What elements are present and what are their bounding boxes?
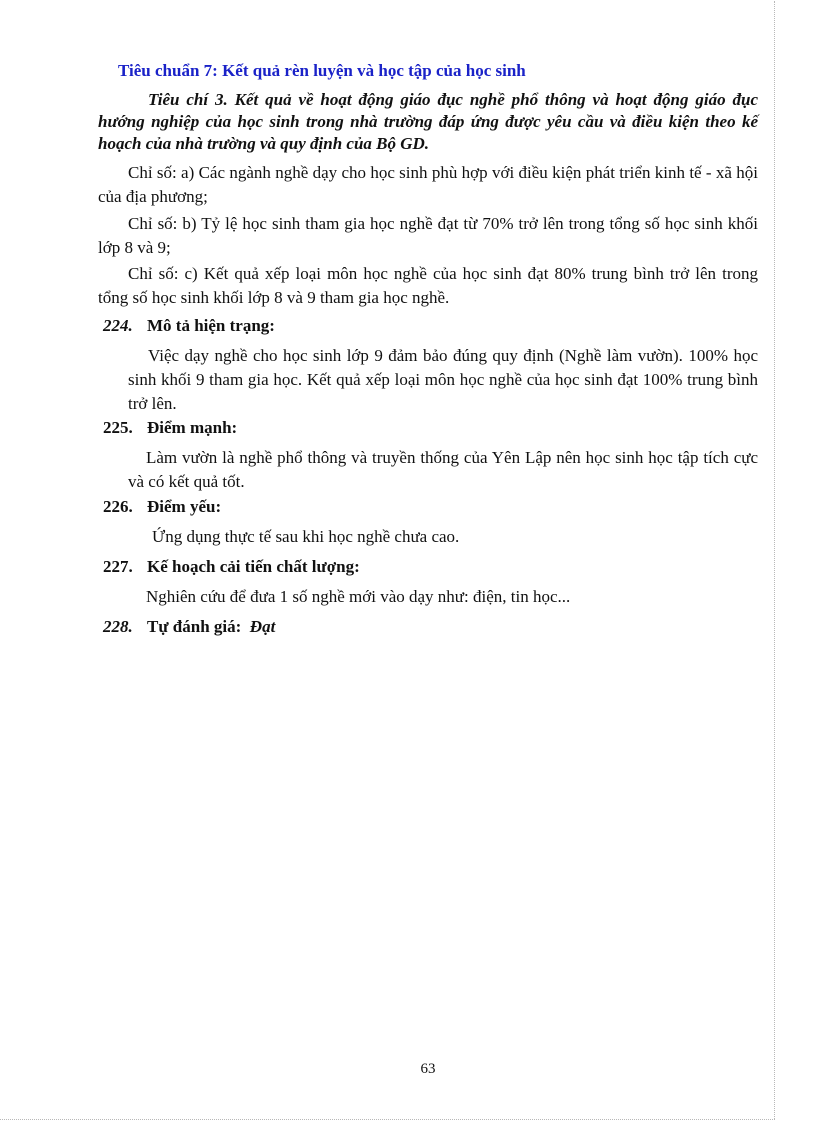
indicator-c: Chỉ số: c) Kết quả xếp loại môn học nghề của học sinh đạt 80% trung bình trở lên trong tổng số học sinh khối lớp 8 và 9 tham gia học nghề. <box>98 264 758 307</box>
section-weaknesses-body: Ứng dụng thực tế sau khi học nghề chưa cao. <box>152 527 460 546</box>
section-strengths-heading <box>103 416 237 440</box>
indicator-a: Chỉ số: a) Các ngành nghề dạy cho học sinh phù hợp với điều kiện phát triển kinh tế - xã hội của địa phương; <box>98 163 758 206</box>
section-self-assessment-heading <box>103 615 275 639</box>
section-number: 224. <box>103 316 133 335</box>
section-number: 225. <box>103 418 133 437</box>
section-title: Mô tả hiện trạng: <box>147 316 275 335</box>
section-title: Điểm mạnh: <box>147 418 238 437</box>
standard-title: Tiêu chuẩn 7: Kết quả rèn luyện và học tập của học sinh <box>118 61 526 80</box>
section-strengths-body: Làm vườn là nghề phổ thông và truyền thống của Yên Lập nên học sinh học tập tích cực và có kết quả tốt. <box>128 448 758 491</box>
section-number: 227. <box>103 557 133 576</box>
self-assessment-value: Đạt <box>249 617 276 636</box>
indicator-b: Chỉ số: b) Tỷ lệ học sinh tham gia học nghề đạt từ 70% trở lên trong tổng số học sinh khối lớp 8 và 9; <box>98 214 758 257</box>
criterion-text: Tiêu chí 3. Kết quả về hoạt động giáo đục nghề phổ thông và hoạt động giáo đục hướng nghiệp của học sinh trong nhà trường đáp ứng được yêu cầu và điều kiện theo kế hoạch của nhà trường và quy định của Bộ GD. <box>98 90 758 153</box>
page-border-bottom <box>0 1119 775 1120</box>
section-title: Tự đánh giá: <box>147 617 242 636</box>
page-number: 63 <box>420 1061 436 1077</box>
section-title: Kế hoạch cải tiến chất lượng: <box>147 557 360 576</box>
section-number: 228. <box>103 617 133 636</box>
section-number: 226. <box>103 497 133 516</box>
section-description-body: Việc dạy nghề cho học sinh lớp 9 đảm bảo đúng quy định (Nghề làm vườn). 100% học sinh khối 9 tham gia học. Kết quả xếp loại môn học nghề của học sinh đạt 100% trung bình trở lên. <box>128 346 758 413</box>
section-description-heading <box>103 314 275 338</box>
section-improvement-body: Nghiên cứu để đưa 1 số nghề mới vào dạy như: điện, tin học... <box>146 587 571 606</box>
section-improvement-heading <box>103 555 360 579</box>
section-title: Điểm yếu: <box>147 497 222 516</box>
section-weaknesses-heading <box>103 495 221 519</box>
page-border-right <box>774 1 775 1119</box>
